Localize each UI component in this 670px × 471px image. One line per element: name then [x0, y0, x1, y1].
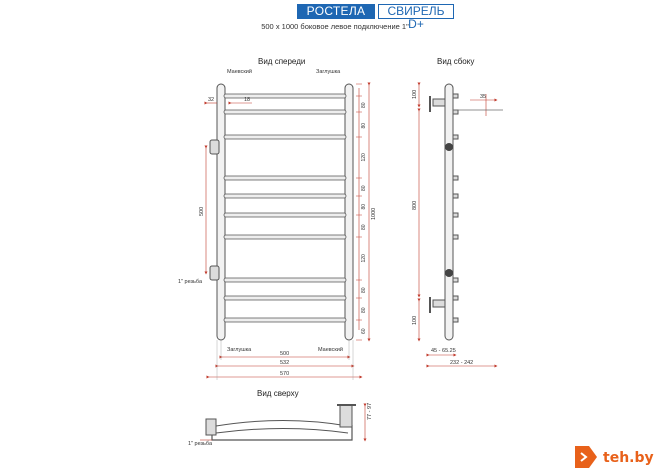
rung-1 [224, 94, 346, 98]
front-view-title: Вид спереди [258, 57, 306, 66]
bracket-bottom [433, 300, 445, 307]
side-rung-ends [453, 94, 458, 322]
rung-6 [224, 213, 346, 217]
gap-label-4: 80 [361, 185, 367, 191]
gap-label-9: 80 [361, 307, 367, 313]
label-thread-front: 1" резьба [178, 279, 203, 285]
side-view-title: Вид сбоку [437, 57, 475, 66]
top-connection-stub [210, 140, 219, 154]
side-rung-end-2 [453, 110, 458, 114]
side-view [430, 84, 458, 340]
dim-500-vertical: 500 [199, 206, 205, 216]
side-rung-end-6 [453, 213, 458, 217]
label-thread-top: 1" резьба [188, 441, 213, 447]
side-rung-end-1 [453, 94, 458, 98]
top-view [206, 405, 356, 440]
model-label: СВИРЕЛЬ D+ [378, 4, 454, 19]
watermark-text: teh.by [603, 450, 654, 466]
rung-8 [224, 278, 346, 282]
side-rung-end-7 [453, 235, 458, 239]
top-connection [206, 419, 216, 435]
side-rung-end-3 [453, 135, 458, 139]
side-rung-end-10 [453, 318, 458, 322]
dim-1000: 1000 [371, 207, 377, 220]
front-view [210, 84, 353, 340]
side-connection-top [445, 143, 453, 151]
gap-label-3: 120 [361, 153, 367, 162]
dim-18: 18 [244, 97, 251, 103]
rungs [224, 94, 346, 322]
top-bracket [340, 405, 352, 427]
brand-label: РОСТЕЛА [297, 4, 375, 19]
label-plug-top: Заглушка [316, 69, 341, 75]
side-connection-bottom [445, 269, 453, 277]
dim-35: 35 [480, 94, 487, 100]
dim-45: 45 - 65.25 [431, 348, 456, 354]
right-collector [345, 84, 353, 340]
side-rung-end-4 [453, 176, 458, 180]
dim-100-top: 100 [412, 89, 418, 99]
dim-77: 77 - 97 [367, 402, 373, 420]
watermark [575, 446, 667, 468]
dim-100-bottom: 100 [412, 315, 418, 325]
label-plug-bottom: Заглушка [227, 347, 252, 353]
dim-range: 232 - 242 [450, 360, 474, 366]
rung-3 [224, 135, 346, 139]
gap-label-6: 80 [361, 224, 367, 230]
rung-2 [224, 110, 346, 114]
gap-label-8: 80 [361, 287, 367, 293]
top-view-title: Вид сверху [257, 389, 299, 398]
side-rung-end-9 [453, 296, 458, 300]
gap-label-5: 80 [361, 203, 367, 210]
rung-5 [224, 194, 346, 198]
side-rung-end-5 [453, 194, 458, 198]
label-mayevsky-top: Маевский [227, 69, 252, 75]
gap-label-7: 120 [361, 254, 367, 263]
rung-9 [224, 296, 346, 300]
dim-500: 500 [280, 351, 290, 357]
rung-7 [224, 235, 346, 239]
gap-label-10: 60 [361, 328, 367, 334]
label-mayevsky-bottom: Маевский [318, 347, 343, 353]
dim-800: 800 [412, 200, 418, 210]
left-collector [217, 84, 225, 340]
bottom-connection-stub [210, 266, 219, 280]
side-rung-end-8 [453, 278, 458, 282]
dim-532: 532 [280, 360, 290, 366]
gap-label-1: 80 [361, 102, 367, 108]
dim-570: 570 [280, 371, 290, 377]
subtitle: 500 x 1000 боковое левое подключение 1" [261, 22, 409, 31]
side-dimensions [419, 84, 496, 366]
rung-4 [224, 176, 346, 180]
dim-32: 32 [208, 97, 215, 103]
rung-10 [224, 318, 346, 322]
bracket-top [433, 99, 445, 106]
gap-label-2: 80 [361, 122, 367, 129]
side-collector [445, 84, 453, 340]
